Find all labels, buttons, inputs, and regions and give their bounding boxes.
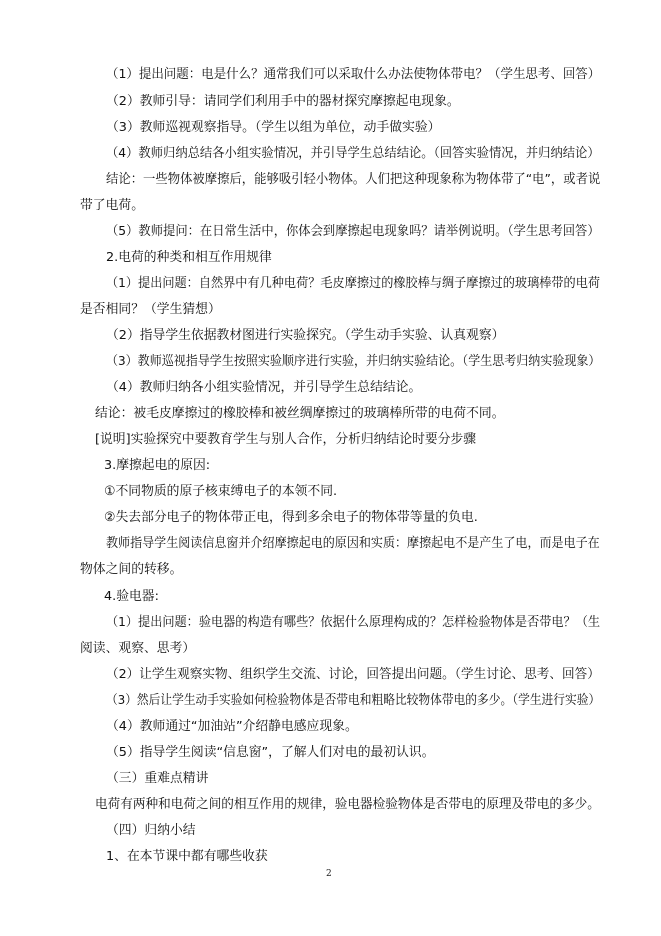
text-line: （3）然后让学生动手实验如何检验物体是否带电和粗略比较物体带电的多少。（学生进行实验） <box>106 693 601 708</box>
section-heading: （四）归纳小结 <box>106 823 196 838</box>
text-line: （4）教师通过“加油站”介绍静电感应现象。 <box>106 719 358 734</box>
text-line: （3）教师巡视观察指导。（学生以组为单位，动手做实验） <box>106 120 441 135</box>
section-heading: 4.验电器: <box>104 589 159 604</box>
section-heading: 2.电荷的种类和相互作用规律 <box>106 250 272 265</box>
text-line: 结论：一些物体被摩擦后，能够吸引轻小物体。人们把这种现象称为物体带了“电”，或者说 <box>106 172 601 187</box>
text-line: ②失去部分电子的物体带正电，得到多余电子的物体带等量的负电. <box>104 510 478 525</box>
text-line: 电荷有两种和电荷之间的相互作用的规律，验电器检验物体是否带电的原理及带电的多少。 <box>95 797 600 812</box>
text-line: ①不同物质的原子核束缚电子的本领不同. <box>104 484 338 499</box>
text-line: （4）教师归纳各小组实验情况，并引导学生总结结论。 <box>106 380 422 395</box>
text-line: （4）教师归纳总结各小组实验情况，并引导学生总结结论。（回答实验情况，并归纳结论） <box>106 146 600 161</box>
text-line: （1）提出问题：自然界中有几种电荷？毛皮摩擦过的橡胶棒与绸子摩擦过的玻璃棒带的电荷 <box>106 276 601 291</box>
text-line: （1）提出问题：电是什么？通常我们可以采取什么办法使物体带电？（学生思考、回答） <box>106 67 601 82</box>
text-line: 1、在本节课中都有哪些收获 <box>106 849 268 864</box>
text-line: （2）让学生观察实物、组织学生交流、讨论，回答提出问题。（学生讨论、思考、回答） <box>106 667 600 682</box>
text-line: （1）提出问题：验电器的构造有哪些？依据什么原理构成的？怎样检验物体是否带电？（生 <box>106 615 601 630</box>
text-line: [说明]实验探究中要教育学生与别人合作，分析归纳结论时要分步骤 <box>95 432 477 447</box>
text-line: 教师指导学生阅读信息窗并介绍摩擦起电的原因和实质：摩擦起电不是产生了电，而是电子在 <box>106 536 600 551</box>
text-line: （5）教师提问：在日常生活中，你体会到摩擦起电现象吗？请举例说明。（学生思考回答） <box>106 224 600 239</box>
text-line: （2）教师引导：请同学们利用手中的器材探究摩擦起电现象。 <box>106 94 460 109</box>
text-line: 带了电荷。 <box>80 198 144 213</box>
section-heading: 3.摩擦起电的原因: <box>104 458 211 473</box>
text-line: 是否相同？（学生猜想） <box>80 302 221 317</box>
page-number: 2 <box>326 869 332 879</box>
text-line: 阅读、观察、思考） <box>80 641 196 656</box>
text-line: （3）教师巡视指导学生按照实验顺序进行实验，并归纳实验结论。（学生思考归纳实验现象） <box>106 354 601 369</box>
text-line: （2）指导学生依据教材图进行实验探究。（学生动手实验、认真观察） <box>106 328 505 343</box>
section-heading: （三）重难点精讲 <box>106 771 209 786</box>
text-line: 物体之间的转移。 <box>80 562 183 577</box>
text-line: 结论：被毛皮摩擦过的橡胶棒和被丝绸摩擦过的玻璃棒所带的电荷不同。 <box>95 406 505 421</box>
text-line: （5）指导学生阅读“信息窗”，了解人们对电的最初认识。 <box>106 745 435 760</box>
